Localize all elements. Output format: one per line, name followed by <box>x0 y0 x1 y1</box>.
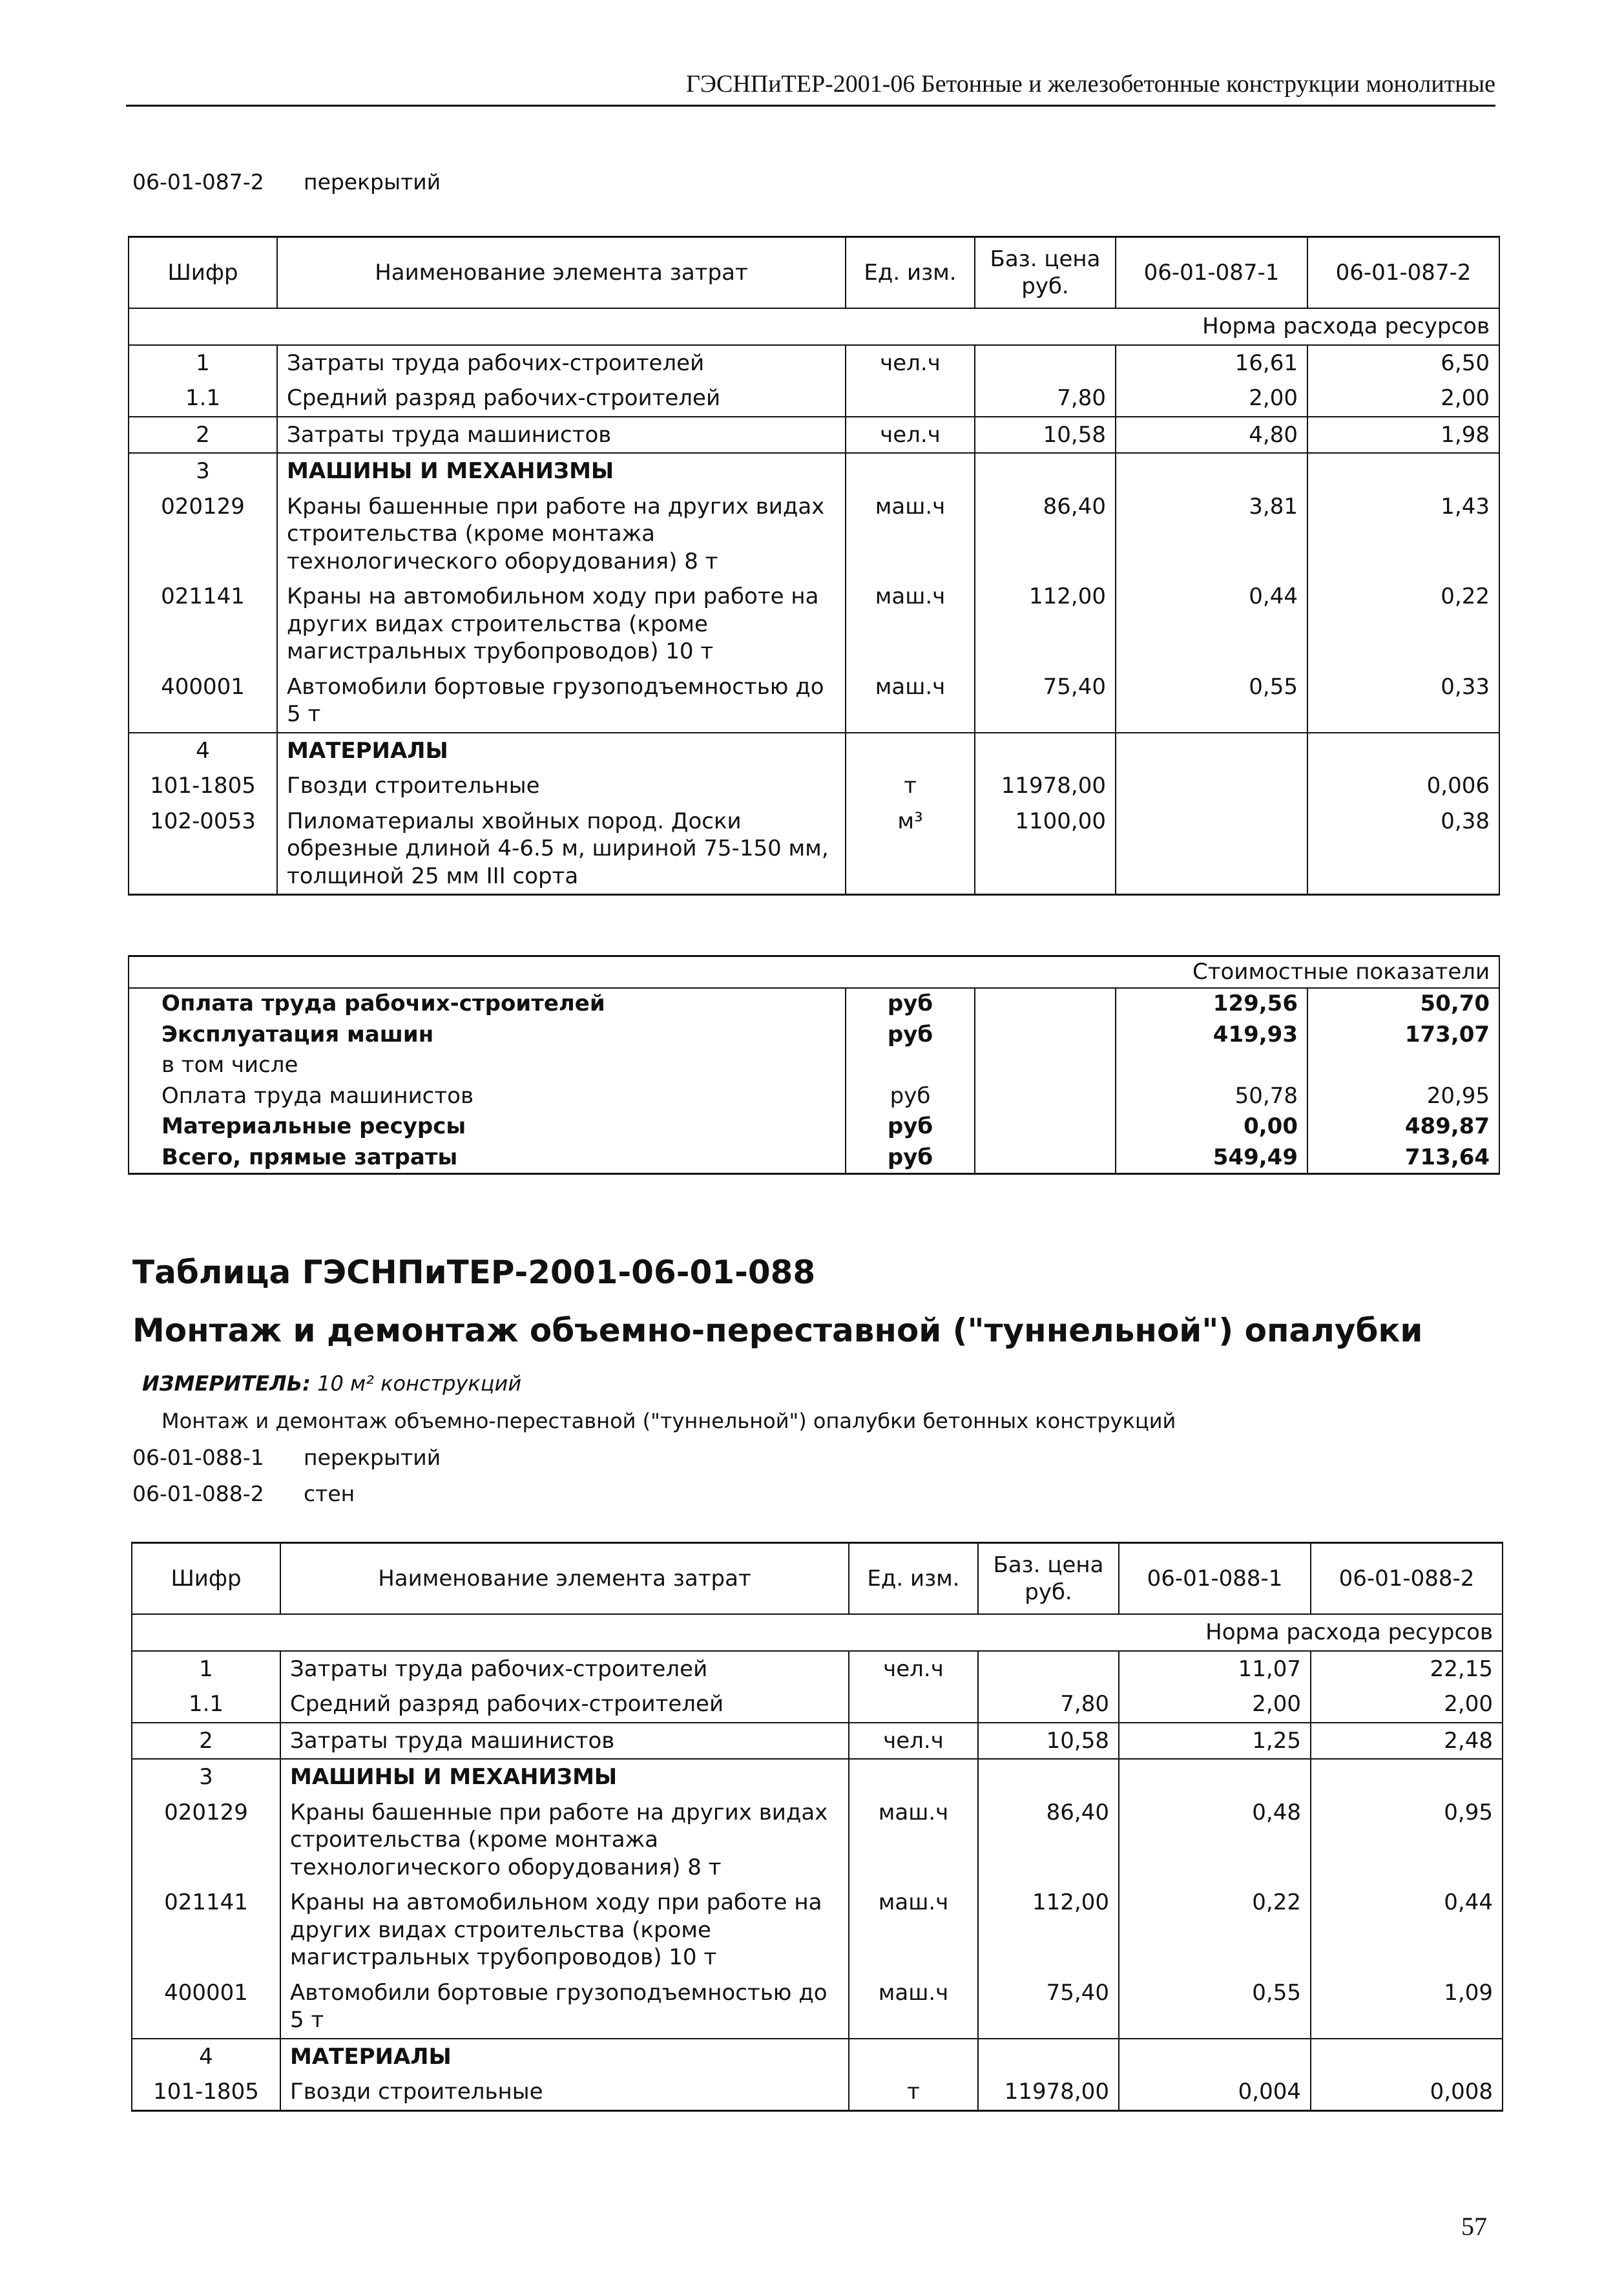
table-row <box>129 669 1499 733</box>
row-unit: т <box>849 2074 978 2110</box>
resource-banner-row <box>132 1614 1503 1651</box>
row-value-b <box>1311 1759 1503 1795</box>
cost-row <box>129 1081 1499 1111</box>
resource-banner: Норма расхода ресурсов <box>132 1614 1503 1651</box>
cost-price <box>975 988 1116 1019</box>
variant-label: перекрытий <box>304 1445 441 1470</box>
row-unit: маш.ч <box>846 579 975 669</box>
row-name: Автомобили бортовые грузоподъемностью до 5 т <box>277 669 846 733</box>
row-unit: маш.ч <box>846 489 975 580</box>
variant-code: 06-01-088-2 <box>132 1481 264 1506</box>
row-code: 400001 <box>129 669 277 733</box>
col-a-header: 06-01-087-1 <box>1116 237 1307 309</box>
measure-line <box>142 1371 521 1396</box>
cost-value-b: 50,70 <box>1307 988 1499 1019</box>
row-value-b: 2,00 <box>1311 1687 1503 1723</box>
row-code: 102-0053 <box>129 804 277 895</box>
cost-value-b <box>1307 1050 1499 1080</box>
table-row <box>132 1885 1503 1975</box>
row-price: 86,40 <box>978 1795 1119 1886</box>
col-a-header: 06-01-088-1 <box>1119 1543 1311 1615</box>
row-price: 10,58 <box>978 1723 1119 1760</box>
page-number: 57 <box>1461 2212 1487 2241</box>
row-value-a <box>1116 768 1307 804</box>
table-row <box>132 2074 1503 2110</box>
cost-unit: руб <box>846 1081 975 1111</box>
variant-code: 06-01-088-1 <box>132 1445 264 1470</box>
row-code: 4 <box>129 733 277 769</box>
row-value-a: 0,22 <box>1119 1885 1311 1975</box>
row-name: Затраты труда рабочих-строителей <box>280 1651 849 1687</box>
table-header <box>132 1543 1503 1615</box>
row-unit: м³ <box>846 804 975 895</box>
row-code: 101-1805 <box>132 2074 280 2110</box>
row-name: Гвозди строительные <box>280 2074 849 2110</box>
row-value-a: 3,81 <box>1116 489 1307 580</box>
table-header <box>129 237 1499 309</box>
row-name: Средний разряд рабочих-строителей <box>277 381 846 417</box>
cost-price <box>975 1081 1116 1111</box>
row-code: 3 <box>132 1759 280 1795</box>
row-name: Гвозди строительные <box>277 768 846 804</box>
row-value-a: 16,61 <box>1116 345 1307 381</box>
row-name: Краны на автомобильном ходу при работе на других видах строительства (кроме магистральных трубопроводов) 10 т <box>280 1885 849 1975</box>
cost-value-b: 173,07 <box>1307 1020 1499 1050</box>
table-087-body <box>129 237 1499 895</box>
table-row <box>129 579 1499 669</box>
row-value-b: 1,43 <box>1307 489 1499 580</box>
col-unit-header: Ед. изм. <box>846 237 975 309</box>
row-value-b: 0,44 <box>1311 1885 1503 1975</box>
cost-value-a: 549,49 <box>1116 1142 1307 1174</box>
row-unit: маш.ч <box>849 1975 978 2039</box>
row-name: МАШИНЫ И МЕХАНИЗМЫ <box>280 1759 849 1795</box>
intro-code: 06-01-087-2 <box>132 169 264 194</box>
table-row <box>132 1795 1503 1886</box>
row-code: 020129 <box>129 489 277 580</box>
row-value-a: 0,004 <box>1119 2074 1311 2110</box>
row-name: Краны башенные при работе на других видах строительства (кроме монтажа технологического оборудования) 8 т <box>277 489 846 580</box>
row-value-b: 0,22 <box>1307 579 1499 669</box>
table-row <box>129 453 1499 489</box>
row-price <box>975 453 1116 489</box>
table-row <box>132 1759 1503 1795</box>
row-name: Затраты труда рабочих-строителей <box>277 345 846 381</box>
row-value-b: 1,09 <box>1311 1975 1503 2039</box>
row-price <box>978 1759 1119 1795</box>
row-price <box>978 1651 1119 1687</box>
variant-label: стен <box>304 1481 355 1506</box>
row-value-b: 0,95 <box>1311 1795 1503 1886</box>
row-name: Средний разряд рабочих-строителей <box>280 1687 849 1723</box>
row-value-a: 0,44 <box>1116 579 1307 669</box>
row-unit <box>849 2039 978 2075</box>
row-unit <box>849 1759 978 1795</box>
cost-price <box>975 1142 1116 1174</box>
row-unit: чел.ч <box>846 417 975 454</box>
row-name: МАШИНЫ И МЕХАНИЗМЫ <box>277 453 846 489</box>
row-unit: маш.ч <box>846 669 975 733</box>
row-unit: чел.ч <box>849 1723 978 1760</box>
cost-value-b: 713,64 <box>1307 1142 1499 1174</box>
row-price: 10,58 <box>975 417 1116 454</box>
row-unit: чел.ч <box>849 1651 978 1687</box>
col-price-header: Баз. цена руб. <box>978 1543 1119 1615</box>
row-name: МАТЕРИАЛЫ <box>280 2039 849 2075</box>
cost-table-body <box>129 956 1499 1174</box>
cost-value-b: 20,95 <box>1307 1081 1499 1111</box>
row-name: Краны на автомобильном ходу при работе на других видах строительства (кроме магистральных трубопроводов) 10 т <box>277 579 846 669</box>
cost-unit: руб <box>846 1142 975 1174</box>
table-row <box>129 417 1499 454</box>
cost-label: Оплата труда рабочих-строителей <box>129 988 846 1019</box>
row-code: 101-1805 <box>129 768 277 804</box>
running-header: ГЭСНПиТЕР-2001-06 Бетонные и железобетонные конструкции монолитные <box>126 70 1495 107</box>
cost-banner-row <box>129 956 1499 989</box>
row-price: 7,80 <box>975 381 1116 417</box>
row-name: Автомобили бортовые грузоподъемностью до 5 т <box>280 1975 849 2039</box>
intro-line <box>132 169 441 194</box>
intro-label: перекрытий <box>304 169 441 194</box>
row-value-b: 0,33 <box>1307 669 1499 733</box>
table-088-body <box>132 1543 1503 2111</box>
row-value-a: 0,48 <box>1119 1795 1311 1886</box>
row-value-a: 11,07 <box>1119 1651 1311 1687</box>
row-price <box>978 2039 1119 2075</box>
table-title: Таблица ГЭСНПиТЕР-2001-06-01-088 <box>132 1254 816 1291</box>
row-price: 1100,00 <box>975 804 1116 895</box>
row-name: Пиломатериалы хвойных пород. Доски обрезные длиной 4-6.5 м, шириной 75-150 мм, толщиной 25 мм III сорта <box>277 804 846 895</box>
row-price: 112,00 <box>975 579 1116 669</box>
row-value-a: 2,00 <box>1119 1687 1311 1723</box>
cost-label: в том числе <box>129 1050 846 1080</box>
cost-row <box>129 1142 1499 1174</box>
table-description: Монтаж и демонтаж объемно-переставной ("туннельной") опалубки бетонных конструкций <box>161 1409 1176 1433</box>
row-unit <box>849 1687 978 1723</box>
row-code: 1.1 <box>132 1687 280 1723</box>
cost-unit: руб <box>846 1020 975 1050</box>
row-code: 021141 <box>129 579 277 669</box>
cost-unit: руб <box>846 988 975 1019</box>
table-row <box>132 1651 1503 1687</box>
row-value-b: 22,15 <box>1311 1651 1503 1687</box>
table-row <box>132 1723 1503 1760</box>
cost-value-a: 50,78 <box>1116 1081 1307 1111</box>
cost-label: Эксплуатация машин <box>129 1020 846 1050</box>
resource-table-087 <box>128 236 1500 896</box>
row-price: 75,40 <box>975 669 1116 733</box>
row-value-a <box>1116 804 1307 895</box>
col-b-header: 06-01-087-2 <box>1307 237 1499 309</box>
row-value-b: 6,50 <box>1307 345 1499 381</box>
row-price: 11978,00 <box>975 768 1116 804</box>
table-row <box>132 1687 1503 1723</box>
row-code: 1 <box>132 1651 280 1687</box>
cost-row <box>129 1020 1499 1050</box>
cost-value-a: 0,00 <box>1116 1111 1307 1142</box>
row-code: 021141 <box>132 1885 280 1975</box>
row-value-b: 0,38 <box>1307 804 1499 895</box>
table-row <box>129 768 1499 804</box>
row-unit: маш.ч <box>849 1885 978 1975</box>
measure-value: 10 м² конструкций <box>317 1371 522 1396</box>
row-value-b <box>1307 453 1499 489</box>
row-name: Затраты труда машинистов <box>280 1723 849 1760</box>
row-code: 4 <box>132 2039 280 2075</box>
measure-label: ИЗМЕРИТЕЛЬ: <box>142 1371 311 1396</box>
row-price: 7,80 <box>978 1687 1119 1723</box>
col-unit-header: Ед. изм. <box>849 1543 978 1615</box>
table-subtitle: Монтаж и демонтаж объемно-переставной ("туннельной") опалубки <box>132 1312 1423 1349</box>
cost-label: Оплата труда машинистов <box>129 1081 846 1111</box>
table-row <box>132 2039 1503 2075</box>
cost-row <box>129 1111 1499 1142</box>
resource-table-088 <box>131 1542 1503 2112</box>
row-code: 020129 <box>132 1795 280 1886</box>
row-value-b: 0,008 <box>1311 2074 1503 2110</box>
cost-unit: руб <box>846 1111 975 1142</box>
variant-line <box>132 1481 355 1506</box>
col-name-header: Наименование элемента затрат <box>277 237 846 309</box>
row-value-b: 2,00 <box>1307 381 1499 417</box>
col-price-header: Баз. цена руб. <box>975 237 1116 309</box>
row-value-a: 2,00 <box>1116 381 1307 417</box>
table-row <box>129 804 1499 895</box>
row-price: 112,00 <box>978 1885 1119 1975</box>
row-price: 11978,00 <box>978 2074 1119 2110</box>
cost-label: Материальные ресурсы <box>129 1111 846 1142</box>
row-code: 1 <box>129 345 277 381</box>
cost-value-a <box>1116 1050 1307 1080</box>
row-name: Затраты труда машинистов <box>277 417 846 454</box>
table-row <box>129 345 1499 381</box>
row-unit: чел.ч <box>846 345 975 381</box>
row-price <box>975 733 1116 769</box>
row-value-a <box>1119 1759 1311 1795</box>
row-value-b <box>1307 733 1499 769</box>
cost-row <box>129 1050 1499 1080</box>
row-value-b <box>1311 2039 1503 2075</box>
cost-price <box>975 1111 1116 1142</box>
row-name: МАТЕРИАЛЫ <box>277 733 846 769</box>
row-value-b: 1,98 <box>1307 417 1499 454</box>
row-value-a <box>1119 2039 1311 2075</box>
variant-line <box>132 1445 441 1470</box>
table-row <box>129 489 1499 580</box>
row-unit: маш.ч <box>849 1795 978 1886</box>
row-unit <box>846 381 975 417</box>
cost-banner: Стоимостные показатели <box>129 956 1499 989</box>
cost-price <box>975 1020 1116 1050</box>
table-row <box>129 733 1499 769</box>
resource-banner: Норма расхода ресурсов <box>129 308 1499 345</box>
cost-unit <box>846 1050 975 1080</box>
row-value-a: 4,80 <box>1116 417 1307 454</box>
table-row <box>129 381 1499 417</box>
row-code: 400001 <box>132 1975 280 2039</box>
row-code: 2 <box>129 417 277 454</box>
cost-label: Всего, прямые затраты <box>129 1142 846 1174</box>
row-unit <box>846 453 975 489</box>
row-price: 86,40 <box>975 489 1116 580</box>
row-value-a: 0,55 <box>1116 669 1307 733</box>
cost-row <box>129 988 1499 1019</box>
cost-value-a: 419,93 <box>1116 1020 1307 1050</box>
row-unit <box>846 733 975 769</box>
row-unit: т <box>846 768 975 804</box>
col-name-header: Наименование элемента затрат <box>280 1543 849 1615</box>
row-name: Краны башенные при работе на других видах строительства (кроме монтажа технологического оборудования) 8 т <box>280 1795 849 1886</box>
row-code: 3 <box>129 453 277 489</box>
cost-value-b: 489,87 <box>1307 1111 1499 1142</box>
cost-price <box>975 1050 1116 1080</box>
row-value-a: 0,55 <box>1119 1975 1311 2039</box>
cost-value-a: 129,56 <box>1116 988 1307 1019</box>
row-code: 1.1 <box>129 381 277 417</box>
col-b-header: 06-01-088-2 <box>1311 1543 1503 1615</box>
col-code-header: Шифр <box>132 1543 280 1615</box>
table-row <box>132 1975 1503 2039</box>
row-code: 2 <box>132 1723 280 1760</box>
row-price: 75,40 <box>978 1975 1119 2039</box>
row-value-a <box>1116 733 1307 769</box>
resource-banner-row <box>129 308 1499 345</box>
row-price <box>975 345 1116 381</box>
row-value-a: 1,25 <box>1119 1723 1311 1760</box>
cost-table-087 <box>128 955 1500 1175</box>
row-value-a <box>1116 453 1307 489</box>
col-code-header: Шифр <box>129 237 277 309</box>
row-value-b: 0,006 <box>1307 768 1499 804</box>
row-value-b: 2,48 <box>1311 1723 1503 1760</box>
